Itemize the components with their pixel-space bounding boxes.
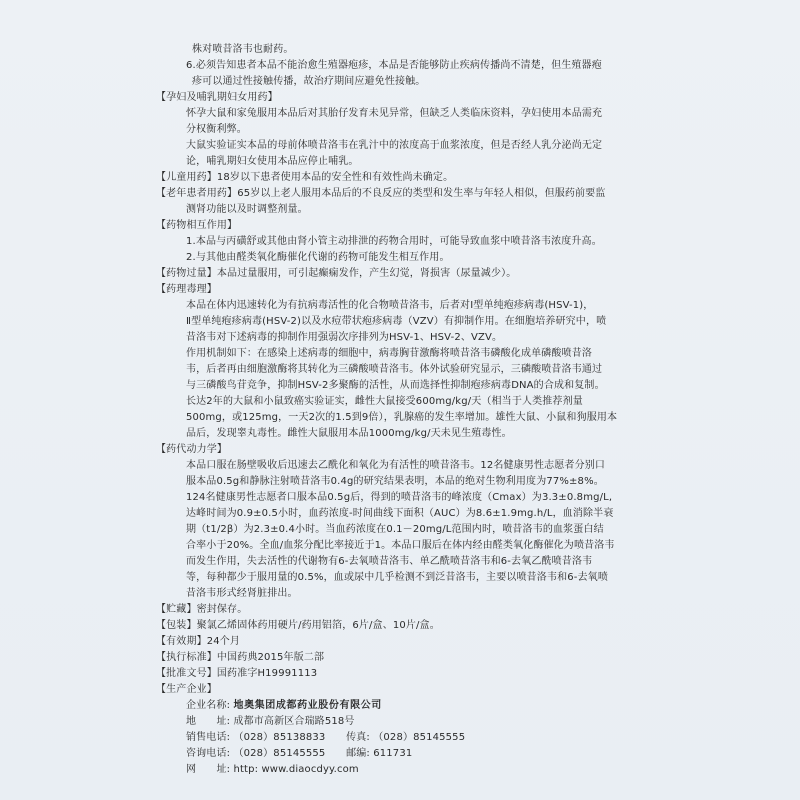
manufacturer-name-row: [156, 698, 696, 714]
text-line: 而发生作用，失去活性的代谢物有6-去氧喷昔洛韦、单乙酰喷昔洛韦和6-去氧乙酰喷昔洛韦: [186, 556, 593, 567]
section-heading-manufacturer: 【生产企业】: [156, 684, 217, 695]
text-line: 测肾功能以及时调整剂量。: [186, 204, 308, 215]
section-heading-pharmacokinetics: 【药代动力学】: [156, 444, 228, 455]
address-label: 地 址:: [186, 716, 231, 727]
text-line: 作用机制如下：在感染上述病毒的细胞中，病毒胸苷激酶将喷昔洛韦磷酸化成单磷酸喷昔洛: [186, 348, 592, 359]
text-line: 本品在体内迅速转化为有抗病毒活性的化合物喷昔洛韦，后者对Ⅰ型单纯疱疹病毒(HSV-1)，: [186, 300, 594, 311]
address-row: [156, 714, 696, 730]
section-standard: 【执行标准】中国药典2015年版二部: [156, 652, 325, 663]
text-line: 疹可以通过性接触传播，故治疗期间应避免性接触。: [192, 76, 426, 87]
text-line: 分权衡利弊。: [186, 124, 247, 135]
text-line: 等，每种都少于服用量的0.5%，血或尿中几乎检测不到泛昔洛韦，主要以喷昔洛韦和6-去氧喷: [186, 572, 608, 583]
text-line: 株对喷昔洛韦也耐药。: [192, 44, 294, 55]
consult-phone-row: [156, 746, 696, 762]
section-heading-interactions: 【药物相互作用】: [156, 220, 238, 231]
text-line: 昔洛韦形式经肾脏排出。: [186, 588, 298, 599]
section-overdose: 【药物过量】本品过量服用，可引起癫痫发作，产生幻觉，肾损害（尿量减少）。: [156, 268, 517, 279]
text-line: 昔洛韦对下述病毒的抑制作用强弱次序排列为HSV-1、HSV-2、VZV。: [186, 332, 503, 343]
text-line: 合率小于20%。全血/血浆分配比率接近于1。本品口服后在体内经由醛类氧化酶催化为喷昔洛韦: [186, 540, 615, 551]
section-children: 【儿童用药】18岁以下患者使用本品的安全性和有效性尚未确定。: [156, 172, 454, 183]
section-storage: 【贮藏】密封保存。: [156, 604, 248, 615]
address-value: 成都市高新区合瑞路518号: [233, 716, 355, 727]
section-packaging: 【包装】聚氯乙烯固体药用硬片/药用铝箔，6片/盒、10片/盒。: [156, 620, 440, 631]
website-row: [156, 762, 696, 778]
text-line: 服本品0.5g和静脉注射喷昔洛韦0.4g的研究结果表明，本品的绝对生物利用度为77%±8%。: [186, 476, 604, 487]
sales-phone-value: （028）85138833: [233, 732, 326, 743]
section-elderly: 【老年患者用药】65岁以上老人服用本品后的不良反应的类型和发生率与年轻人相似，但服药前要监: [156, 188, 606, 199]
section-validity: 【有效期】24个月: [156, 636, 241, 647]
fax-label: 传真:: [346, 732, 370, 743]
website-label: 网 址:: [186, 764, 231, 775]
leaflet-text: [156, 42, 696, 778]
text-line: 韦，后者再由细胞激酶将其转化为三磷酸喷昔洛韦。体外试验研究显示，三磷酸喷昔洛韦通过: [186, 364, 603, 375]
text-line: 大鼠实验证实本品的母前体喷昔洛韦在乳汁中的浓度高于血浆浓度，但是否经人乳分泌尚无定: [186, 140, 603, 151]
section-heading-pharmacology: 【药理毒理】: [156, 284, 217, 295]
fax-value: （028）85145555: [373, 732, 466, 743]
text-line: Ⅱ型单纯疱疹病毒(HSV-2)以及水痘带状疱疹病毒（VZV）有抑制作用。在细胞培养研究中，喷: [186, 316, 607, 327]
section-approval-number: 【批准文号】国药准字H19991113: [156, 668, 318, 679]
text-line: 500mg，或125mg，一天2次的1.5到9倍），乳腺癌的发生率增加。雄性大鼠、小鼠和狗服用本: [186, 412, 618, 423]
website-value: http: www.diaocdyy.com: [233, 764, 359, 775]
consult-phone-value: （028）85145555: [233, 748, 326, 759]
text-line: 论，哺乳期妇女使用本品应停止哺乳。: [186, 156, 359, 167]
manufacturer-name-label: 企业名称:: [186, 700, 231, 711]
manufacturer-name: 地奥集团成都药业股份有限公司: [233, 700, 382, 711]
text-line: 期（t1/2β）为2.3±0.4小时。当血药浓度在0.1－20mg/L范围内时，喷昔洛韦的血浆蛋白结: [186, 524, 604, 535]
text-line: 6.必须告知患者本品不能治愈生殖器疱疹，本品是否能够防止疾病传播尚不清楚，但生殖器疱: [186, 60, 602, 71]
sales-phone-label: 销售电话:: [186, 732, 231, 743]
postcode-value: 611731: [373, 748, 413, 759]
postcode-label: 邮编:: [346, 748, 370, 759]
text-line: 品后，发现睾丸毒性。雌性大鼠服用本品1000mg/kg/天未见生殖毒性。: [186, 428, 512, 439]
text-line: 2.与其他由醛类氧化酶催化代谢的药物可能发生相互作用。: [186, 252, 450, 263]
text-line: 达峰时间为0.9±0.5小时，血药浓度-时间曲线下面积（AUC）为8.6±1.9mg.h/L，血消除半衰: [186, 508, 614, 519]
text-line: 怀孕大鼠和家兔服用本品后对其胎仔发育未见异常，但缺乏人类临床资料，孕妇使用本品需充: [186, 108, 603, 119]
text-line: 1.本品与丙磺舒或其他由肾小管主动排泄的药物合用时，可能导致血浆中喷昔洛韦浓度升高。: [186, 236, 602, 247]
text-line: 与三磷酸鸟苷竞争，抑制HSV-2多聚酶的活性，从而选择性抑制疱疹病毒DNA的合成和复制。: [186, 380, 605, 391]
text-line: 本品口服在肠壁吸收后迅速去乙酰化和氧化为有活性的喷昔洛韦。12名健康男性志愿者分别口: [186, 460, 606, 471]
sales-phone-row: [156, 730, 696, 746]
text-line: 长达2年的大鼠和小鼠致癌实验证实，雌性大鼠接受600mg/kg/天（相当于人类推荐剂量: [186, 396, 583, 407]
consult-phone-label: 咨询电话:: [186, 748, 231, 759]
text-line: 124名健康男性志愿者口服本品0.5g后，得到的喷昔洛韦的峰浓度（Cmax）为3.3±0.8mg/L,: [186, 492, 613, 503]
section-heading-pregnancy: 【孕妇及哺乳期妇女用药】: [156, 92, 278, 103]
